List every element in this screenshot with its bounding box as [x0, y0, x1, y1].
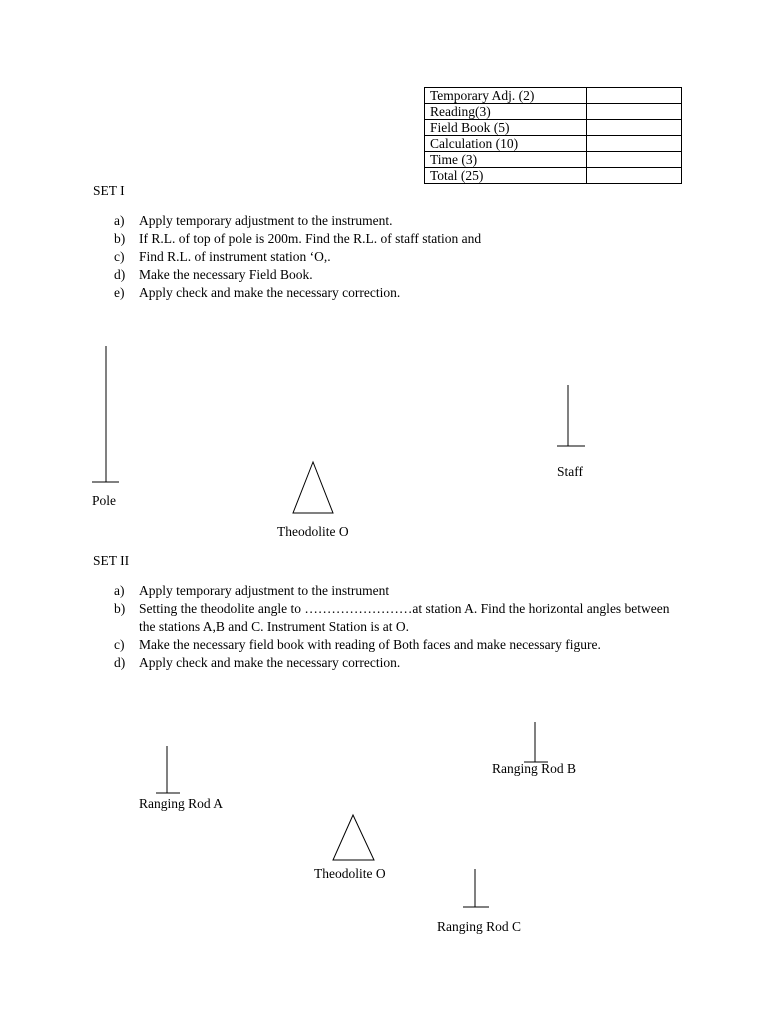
item-marker: b)	[114, 601, 126, 616]
item-text: Make the necessary field book with reading of Both faces and make necessary figure.	[139, 637, 601, 652]
ranging-rod-a-symbol	[156, 746, 180, 793]
item-marker: d)	[114, 655, 126, 670]
item-marker: e)	[114, 285, 125, 300]
ranging-rod-c-symbol	[463, 869, 489, 907]
theodolite-triangle-icon	[333, 815, 374, 860]
set1-title: SET I	[93, 183, 125, 198]
list-item	[114, 636, 674, 654]
staff-symbol	[557, 385, 585, 446]
item-text: Apply check and make the necessary correction.	[139, 655, 401, 670]
item-text: Find R.L. of instrument station ‘O,.	[139, 249, 331, 264]
item-marker: c)	[114, 249, 125, 264]
marks-label: Temporary Adj. (2)	[425, 88, 587, 104]
ranging-rod-a-label: Ranging Rod A	[139, 796, 224, 811]
list-item	[114, 654, 674, 672]
item-marker: a)	[114, 583, 125, 598]
item-marker: c)	[114, 637, 125, 652]
item-text: Setting the theodolite angle to ……………………at station A. Find the horizontal angles between the stations A,B and C. Instrument Station is at O.	[139, 601, 670, 634]
theodolite-triangle-icon	[293, 462, 333, 513]
theodolite-label: Theodolite O	[314, 866, 386, 881]
pole-symbol	[92, 346, 119, 482]
theodolite-label: Theodolite O	[277, 524, 349, 539]
item-text: Apply check and make the necessary correction.	[139, 285, 401, 300]
item-text: Apply temporary adjustment to the instrument.	[139, 213, 393, 228]
marks-label: Total (25)	[425, 168, 587, 184]
staff-label: Staff	[557, 464, 583, 479]
item-marker: a)	[114, 213, 125, 228]
item-text: Make the necessary Field Book.	[139, 267, 313, 282]
list-item	[114, 600, 674, 636]
marks-label: Calculation (10)	[425, 136, 587, 152]
ranging-rod-b-symbol	[524, 722, 548, 762]
set2-task-list	[114, 582, 674, 672]
pole-label: Pole	[92, 493, 117, 508]
marks-label: Reading(3)	[425, 104, 587, 120]
set2-title: SET II	[93, 553, 130, 568]
item-text: If R.L. of top of pole is 200m. Find the R.L. of staff station and	[139, 231, 482, 246]
marks-label: Time (3)	[425, 152, 587, 168]
ranging-rod-c-label: Ranging Rod C	[437, 919, 522, 934]
item-marker: d)	[114, 267, 126, 282]
item-text: Apply temporary adjustment to the instrument	[139, 583, 390, 598]
list-item	[114, 582, 674, 600]
marks-label: Field Book (5)	[425, 120, 587, 136]
item-marker: b)	[114, 231, 126, 246]
ranging-rod-b-label: Ranging Rod B	[492, 761, 577, 776]
